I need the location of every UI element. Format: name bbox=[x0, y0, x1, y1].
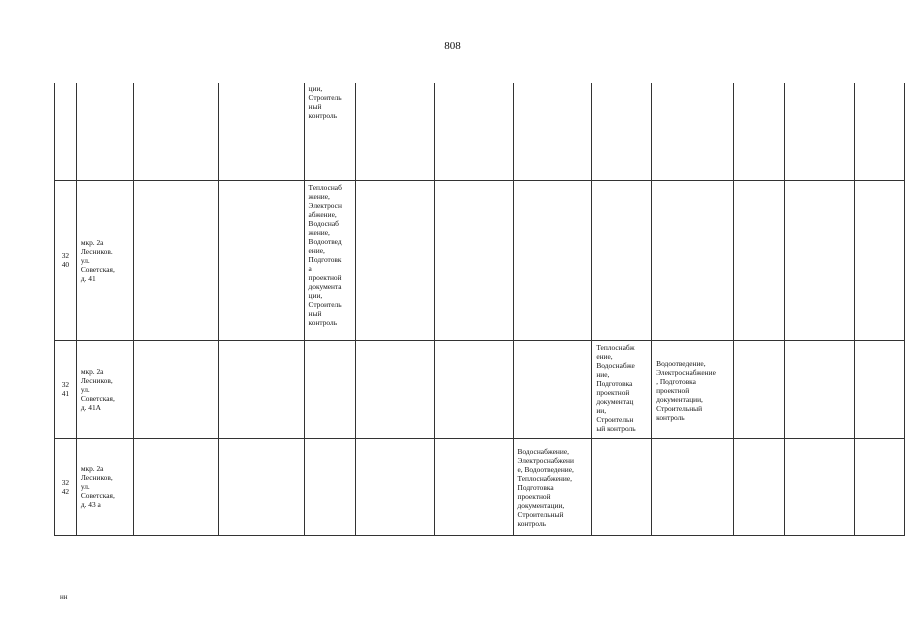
works-cell: Водоотведение, Электроснабжение , Подготовка проектной документации, Строительный контроль bbox=[656, 358, 716, 422]
works-cell: Водоснабжение, Электроснабжени е, Водоотведение, Теплоснабжение, Подготовка проектной документации, Строительный контроль bbox=[517, 446, 574, 528]
works-cell: Теплоснабж ение, Водоснабже ние, Подготовка проектной документац ии, Строительн ый контроль bbox=[596, 342, 636, 433]
works-cell: ции, Строитель ный контроль bbox=[308, 84, 342, 120]
row-number: 32 40 bbox=[61, 251, 70, 269]
works-table bbox=[54, 83, 905, 536]
table-row bbox=[55, 180, 905, 340]
page-number: 808 bbox=[444, 40, 461, 52]
row-number: 32 41 bbox=[61, 380, 70, 398]
row-address: мкр. 2а Лесников. ул. Советская, д. 41 bbox=[80, 237, 115, 283]
table-row bbox=[55, 340, 905, 438]
row-address: мкр. 2а Лесников, ул. Советская, д. 43 а bbox=[80, 464, 115, 509]
table-row bbox=[55, 438, 905, 535]
table-row bbox=[55, 83, 905, 180]
row-number: 32 42 bbox=[61, 477, 70, 496]
works-cell: Теплоснаб жение, Электросн абжение, Водоснаб жение, Водоотвед ение, Подготовк а проектной документа ции, Строитель ный контроль bbox=[308, 182, 342, 327]
footer-note: нн bbox=[60, 593, 68, 601]
row-address: мкр. 2а Лесников, ул. Советская, д. 41А bbox=[80, 366, 115, 412]
